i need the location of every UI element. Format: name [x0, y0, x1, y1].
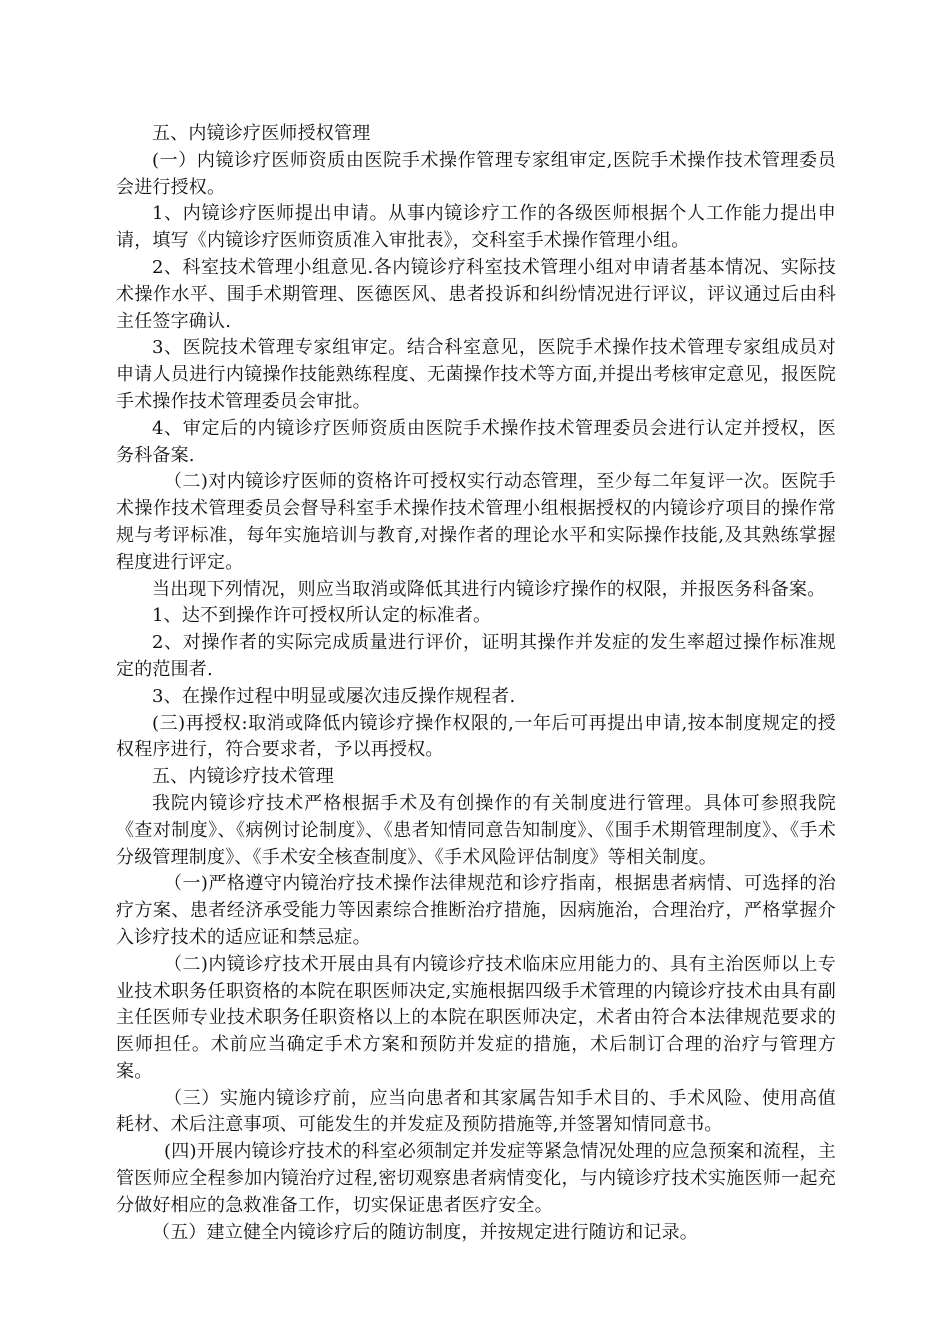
section-heading-authorization: 五、内镜诊疗医师授权管理 — [152, 123, 371, 144]
paragraph: (一）内镜诊疗医师资质由医院手术操作管理专家组审定,医院手术操作技术管理委员会进行授权。 — [116, 149, 836, 198]
paragraph: (四)开展内镜诊疗技术的科室必须制定并发症等紧急情况处理的应急预案和流程，主管医师应全程参加内镜治疗过程,密切观察患者病情变化，与内镜诊疗技术实施医师一起充分做好相应的急救准备工作，切实保证患者医疗安全。 — [116, 1141, 836, 1216]
paragraph: 2、科室技术管理小组意见.各内镜诊疗科室技术管理小组对申请者基本情况、实际技术操作水平、围手术期管理、医德医风、患者投诉和纠纷情况进行评议，评议通过后由科主任签字确认. — [116, 256, 836, 332]
paragraph: （二)内镜诊疗技术开展由具有内镜诊疗技术临床应用能力的、具有主治医师以上专业技术职务任职资格的本院在职医师决定,实施根据四级手术管理的内镜诊疗技术由具有副主任医师专业技术职务任职资格以上的本院在职医师决定，术者由符合本法律规范要求的医师担任。术前应当确定手术方案和预防并发症的措施，术后制订合理的治疗与管理方案。 — [116, 953, 836, 1082]
paragraph: （五）建立健全内镜诊疗后的随访制度，并按规定进行随访和记录。 — [152, 1221, 698, 1243]
paragraph: 当出现下列情况，则应当取消或降低其进行内镜诊疗操作的权限，并报医务科备案。 — [152, 578, 826, 600]
paragraph: (三)再授权:取消或降低内镜诊疗操作权限的,一年后可再提出申请,按本制度规定的授权程序进行，符合要求者，予以再授权。 — [116, 712, 836, 761]
section-heading-technique: 五、内镜诊疗技术管理 — [152, 766, 334, 788]
paragraph: 2、对操作者的实际完成质量进行评价，证明其操作并发症的发生率超过操作标准规定的范围者. — [116, 632, 836, 680]
paragraph: 4、审定后的内镜诊疗医师资质由医院手术操作技术管理委员会进行认定并授权，医务科备案. — [116, 417, 836, 466]
paragraph: 1、达不到操作许可授权所认定的标准者。 — [152, 605, 492, 627]
paragraph: （二)对内镜诊疗医师的资格许可授权实行动态管理，至少每二年复评一次。医院手术操作技术管理委员会督导科室手术操作技术管理小组根据授权的内镜诊疗项目的操作常规与考评标准，每年实施培训与教育,对操作者的理论水平和实际操作技能,及其熟练掌握程度进行评定。 — [116, 471, 836, 573]
paragraph: 1、内镜诊疗医师提出申请。从事内镜诊疗工作的各级医师根据个人工作能力提出申请，填写《内镜诊疗医师资质准入审批表》，交科室手术操作管理小组。 — [116, 203, 836, 252]
paragraph: 3、医院技术管理专家组审定。结合科室意见，医院手术操作技术管理专家组成员对申请人员进行内镜操作技能熟练程度、无菌操作技术等方面,并提出考核审定意见，报医院手术操作技术管理委员会审批。 — [116, 337, 836, 412]
paragraph: 3、在操作过程中明显或屡次违反操作规程者. — [152, 685, 516, 707]
paragraph: 我院内镜诊疗技术严格根据手术及有创操作的有关制度进行管理。具体可参照我院《查对制度》、《病例讨论制度》、《患者知情同意告知制度》、《围手术期管理制度》、《手术分级管理制度》、《手术安全核查制度》、《手术风险评估制度》等相关制度。 — [116, 792, 836, 868]
paragraph: （一)严格遵守内镜治疗技术操作法律规范和诊疗指南，根据患者病情、可选择的治疗方案、患者经济承受能力等因素综合推断治疗措施，因病施治，合理治疗，严格掌握介入诊疗技术的适应证和禁忌症。 — [116, 873, 836, 948]
paragraph: （三）实施内镜诊疗前，应当向患者和其家属告知手术目的、手术风险、使用高值耗材、术后注意事项、可能发生的并发症及预防措施等,并签署知情同意书。 — [116, 1087, 836, 1136]
document-body — [116, 121, 836, 1246]
